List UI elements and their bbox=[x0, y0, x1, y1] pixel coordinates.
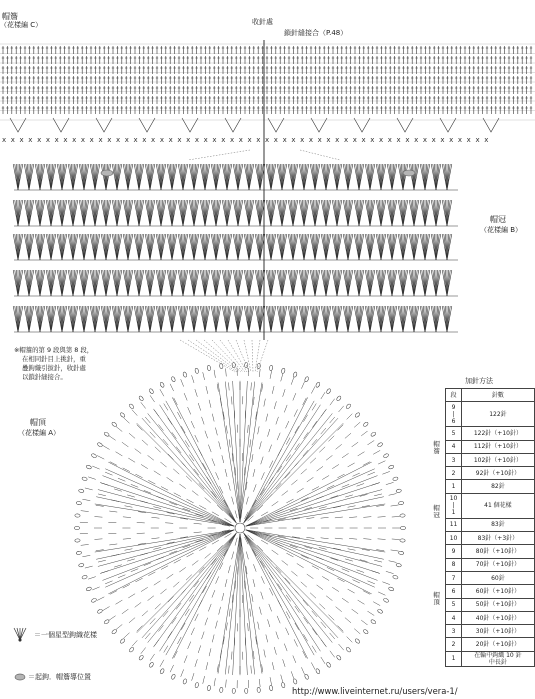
row-number-cell: 1 bbox=[446, 480, 462, 493]
legend-start-text: ＝起鉤．帽簷導位置 bbox=[28, 673, 91, 681]
row-number-cell: 11 bbox=[446, 518, 462, 531]
stitch-count-cell: 83針 bbox=[461, 518, 534, 531]
watermark-url: http://www.liveinternet.ru/users/vera-1/ bbox=[292, 686, 458, 696]
brim-note bbox=[14, 346, 154, 382]
stitch-count-cell: 122針 bbox=[461, 402, 534, 427]
increase-table bbox=[428, 388, 535, 667]
brim-pattern-label: （花樣編 C） bbox=[0, 21, 43, 29]
crown-pattern-label: （花樣編 B） bbox=[480, 226, 523, 234]
group-cell: 帽 簷 bbox=[433, 439, 440, 455]
row-number-cell: 9 bbox=[446, 545, 462, 558]
stitch-count-cell: 20針（+10針） bbox=[461, 638, 534, 651]
star-stitch-icon bbox=[19, 639, 21, 641]
stitch-count-cell: 在輪中鉤織 10 針 中長針 bbox=[461, 651, 534, 666]
stitch-count-cell: 41 個花樣 bbox=[461, 493, 534, 518]
row-number-cell: 2 bbox=[446, 638, 462, 651]
stitch-count-cell: 82針 bbox=[461, 480, 534, 493]
decrease-point-label: 收針處 bbox=[252, 18, 273, 26]
table-row bbox=[428, 532, 535, 545]
start-marker-icon bbox=[403, 170, 415, 176]
row-number-cell: 5 bbox=[446, 598, 462, 611]
stitch-count-cell: 50針（+10針） bbox=[461, 598, 534, 611]
row-number-cell: 4 bbox=[446, 440, 462, 453]
row-number-cell: 6 bbox=[446, 585, 462, 598]
seam-note-label: 鎖針縫接合（P.48） bbox=[284, 29, 348, 37]
row-number-cell: 3 bbox=[446, 625, 462, 638]
legend-icons bbox=[14, 628, 26, 680]
header-row-cell: 段 bbox=[446, 389, 462, 402]
stitch-count-cell: 122針（+10針） bbox=[461, 427, 534, 440]
top-pattern-label: （花樣編 A） bbox=[18, 429, 61, 437]
row-number-cell: 10 bbox=[446, 532, 462, 545]
row-number-cell: 9 | 6 bbox=[446, 402, 462, 427]
increase-table-title: 加針方法 bbox=[465, 377, 493, 385]
row-number-cell: 5 bbox=[446, 427, 462, 440]
row-number-cell: 4 bbox=[446, 611, 462, 624]
stitch-count-cell: 40針（+10針） bbox=[461, 611, 534, 624]
stitch-count-cell: 60針 bbox=[461, 571, 534, 584]
note-line: 在相同針目上挑針，重 bbox=[22, 355, 86, 363]
start-marker-icon bbox=[101, 170, 113, 176]
brim-stitch-row: x x x x x x x x x x x x x x x x x x x x x x x x x x x x x x x x x x x x x x x x x x x x x x x x x x x x x x x x bbox=[2, 136, 490, 144]
stitch-count-cell: 80針（+10針） bbox=[461, 545, 534, 558]
crown-label: 帽冠 bbox=[490, 215, 506, 224]
top-label: 帽頂 bbox=[30, 418, 46, 427]
start-marker-icon bbox=[15, 674, 25, 680]
table-row bbox=[428, 402, 535, 427]
stitch-count-cell: 102針（+10針） bbox=[461, 453, 534, 466]
table-header-row bbox=[428, 389, 535, 402]
row-number-cell: 8 bbox=[446, 558, 462, 571]
stitch-count-cell: 30針（+10針） bbox=[461, 625, 534, 638]
note-line: ※帽簷的第 9 段與第 8 段， bbox=[14, 346, 94, 354]
stitch-count-cell: 112針（+10針） bbox=[461, 440, 534, 453]
center-ring-icon bbox=[235, 523, 245, 533]
group-cell: 帽 頂 bbox=[433, 590, 440, 606]
stitch-count-cell: 60針（+10針） bbox=[461, 585, 534, 598]
note-line: 疊鉤織引拔針，收針處 bbox=[22, 364, 86, 372]
row-number-cell: 7 bbox=[446, 571, 462, 584]
stitch-count-cell: 70針（+10針） bbox=[461, 558, 534, 571]
row-number-cell: 1 bbox=[446, 651, 462, 666]
legend-star-text: ＝一個星型鉤織花樣 bbox=[34, 631, 97, 639]
table-row bbox=[428, 493, 535, 518]
stitch-count-cell: 92針（+10針） bbox=[461, 467, 534, 480]
group-cell: 帽 冠 bbox=[433, 504, 440, 520]
header-count-cell: 針數 bbox=[461, 389, 534, 402]
row-number-cell: 2 bbox=[446, 467, 462, 480]
top-circle-chart bbox=[74, 362, 405, 693]
crown-chart bbox=[13, 164, 458, 332]
row-number-cell: 10 | 1 bbox=[446, 493, 462, 518]
group-cell bbox=[428, 389, 446, 402]
brim-label: 帽簷 bbox=[2, 12, 18, 21]
stitch-count-cell: 83針（+3針） bbox=[461, 532, 534, 545]
row-number-cell: 3 bbox=[446, 453, 462, 466]
note-line: 以鎖針縫接合。 bbox=[22, 373, 67, 381]
